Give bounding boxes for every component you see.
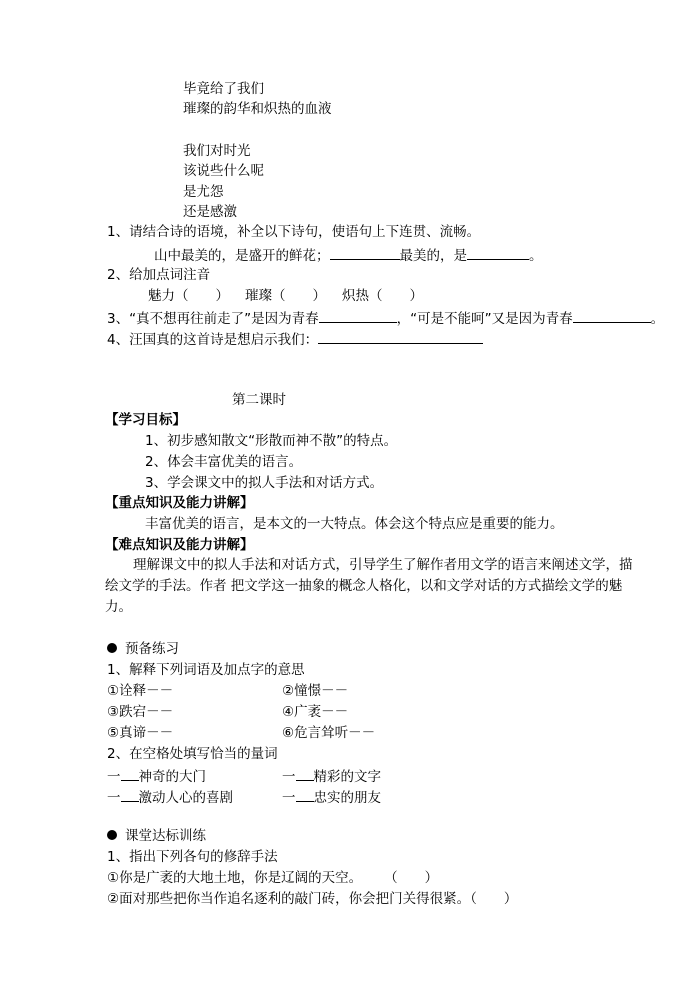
measure-text: 忠实的朋友 bbox=[313, 790, 381, 806]
poem-line: 该说些什么呢 bbox=[183, 163, 264, 179]
measure-text: 精彩的文字 bbox=[313, 769, 381, 785]
question-3 bbox=[107, 308, 664, 328]
measure-item bbox=[282, 787, 381, 807]
vocab-item: ⑥危言耸听－－ bbox=[282, 725, 376, 741]
class-heading-text: 课堂达标训练 bbox=[125, 828, 206, 844]
poem-line: 璀璨的韵华和炽热的血液 bbox=[183, 101, 332, 117]
measure-text: 激动人心的喜剧 bbox=[138, 790, 233, 806]
measure-prefix: 一 bbox=[282, 769, 296, 785]
goals-heading: 【学习目标】 bbox=[105, 412, 186, 428]
class-question-1: 1、指出下列各句的修辞手法 bbox=[107, 849, 278, 865]
answer-blank[interactable] bbox=[296, 766, 314, 781]
rhetoric-sentence bbox=[107, 869, 438, 887]
answer-blank[interactable] bbox=[121, 766, 139, 781]
answer-paren[interactable]: （ ） bbox=[470, 891, 518, 907]
hard-heading: 【难点知识及能力讲解】 bbox=[105, 537, 254, 553]
answer-blank[interactable] bbox=[121, 787, 139, 802]
answer-blank[interactable] bbox=[318, 329, 483, 344]
goal-item: 1、初步感知散文“形散而神不散”的特点。 bbox=[145, 433, 398, 449]
question-1-line-b: 最美的，是 bbox=[399, 248, 467, 264]
poem-line: 还是感激 bbox=[183, 204, 237, 220]
measure-prefix: 一 bbox=[107, 769, 121, 785]
bullet-icon bbox=[107, 830, 117, 840]
prep-heading bbox=[107, 640, 179, 658]
measure-item bbox=[107, 766, 206, 786]
vocab-item: ⑤真谛－－ bbox=[107, 725, 174, 741]
question-3-b: ，“可是不能呵”又是因为青春 bbox=[396, 311, 573, 327]
answer-blank[interactable] bbox=[330, 245, 400, 260]
pinyin-item: 炽热（ ） bbox=[342, 288, 423, 304]
rhetoric-sentence bbox=[107, 890, 517, 908]
question-4 bbox=[107, 329, 483, 349]
bullet-icon bbox=[107, 643, 117, 653]
measure-prefix: 一 bbox=[107, 790, 121, 806]
question-3-a: 3、“真不想再往前走了”是因为青春 bbox=[107, 311, 319, 327]
hard-text-line: 绘文学的手法。作者 把文学这一抽象的概念人格化，以和文学对话的方式描绘文学的魅 bbox=[105, 578, 623, 594]
answer-blank[interactable] bbox=[296, 787, 314, 802]
prep-question-2: 2、在空格处填写恰当的量词 bbox=[107, 746, 278, 762]
vocab-item: ②憧憬－－ bbox=[282, 683, 349, 699]
section-title: 第二课时 bbox=[232, 392, 286, 408]
sentence-text: ①你是广袤的大地土地，你是辽阔的天空。 bbox=[107, 870, 363, 886]
goal-item: 3、学会课文中的拟人手法和对话方式。 bbox=[145, 475, 384, 491]
poem-line: 是尤怨 bbox=[183, 184, 224, 200]
question-1-line bbox=[154, 245, 543, 265]
key-text: 丰富优美的语言，是本文的一大特点。体会这个特点应是重要的能力。 bbox=[145, 516, 564, 532]
class-heading bbox=[107, 827, 206, 845]
prep-heading-text: 预备练习 bbox=[125, 641, 179, 657]
vocab-item: ①诠释－－ bbox=[107, 683, 174, 699]
hard-text-line: 理解课文中的拟人手法和对话方式，引导学生了解作者用文学的语言来阐述文学，描 bbox=[133, 557, 633, 573]
question-1: 1、请结合诗的语境，补全以下诗句，使语句上下连贯、流畅。 bbox=[107, 224, 481, 240]
question-2: 2、给加点词注音 bbox=[107, 267, 211, 283]
vocab-item: ④广袤－－ bbox=[282, 704, 349, 720]
question-1-line-c: 。 bbox=[529, 248, 543, 264]
sentence-text: ②面对那些把你当作追名逐利的敲门砖，你会把门关得很紧。 bbox=[107, 891, 471, 907]
poem-line: 毕竟给了我们 bbox=[183, 81, 264, 97]
answer-paren[interactable]: （ ） bbox=[384, 870, 439, 886]
answer-blank[interactable] bbox=[319, 308, 397, 323]
answer-blank[interactable] bbox=[467, 245, 529, 260]
pinyin-item: 魅力（ ） bbox=[148, 288, 229, 304]
hard-text-line: 力。 bbox=[105, 599, 132, 615]
question-1-line-a: 山中最美的，是盛开的鲜花； bbox=[154, 248, 330, 264]
prep-question-1: 1、解释下列词语及加点字的意思 bbox=[107, 662, 305, 678]
key-heading: 【重点知识及能力讲解】 bbox=[105, 495, 254, 511]
answer-blank[interactable] bbox=[573, 308, 651, 323]
measure-text: 神奇的大门 bbox=[138, 769, 206, 785]
pinyin-item: 璀璨（ ） bbox=[245, 288, 326, 304]
vocab-item: ③跌宕－－ bbox=[107, 704, 174, 720]
question-3-c: 。 bbox=[650, 311, 665, 327]
poem-line: 我们对时光 bbox=[183, 143, 251, 159]
question-4-text: 4、汪国真的这首诗是想启示我们： bbox=[107, 332, 319, 348]
goal-item: 2、体会丰富优美的语言。 bbox=[145, 454, 303, 470]
measure-item bbox=[282, 766, 381, 786]
measure-item bbox=[107, 787, 233, 807]
measure-prefix: 一 bbox=[282, 790, 296, 806]
